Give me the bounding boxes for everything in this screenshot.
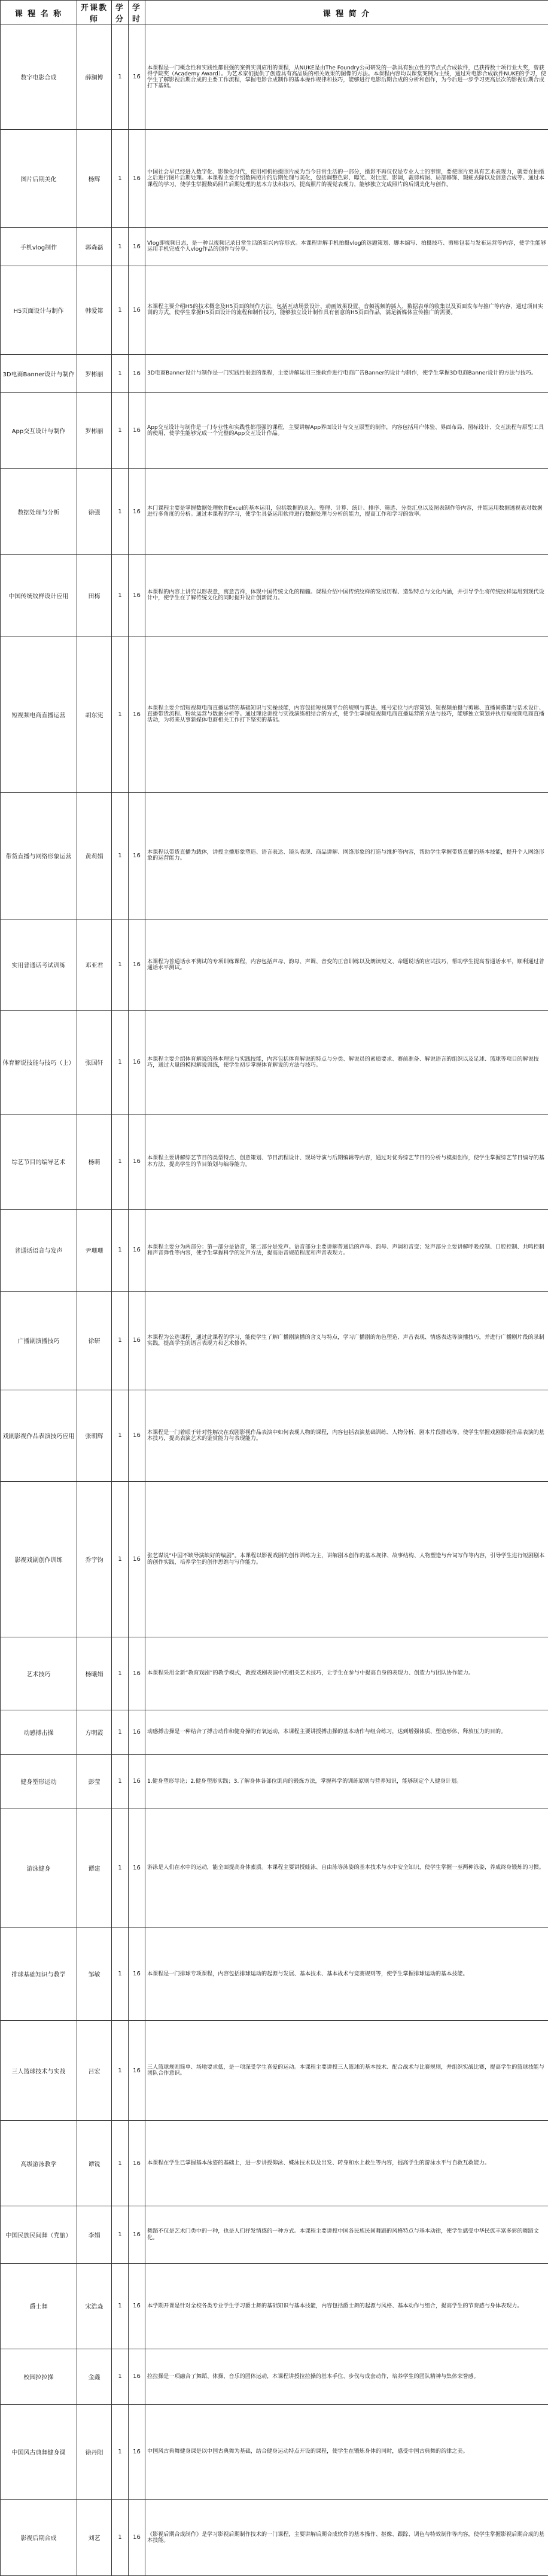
hours-value: 16	[129, 637, 145, 792]
course-description: 本课程主要介绍短视频电商直播运营的基础知识与实操技能，内容包括短视频平台的规则与算法、账号定位与内容策划、短视频拍摄与剪辑、直播间搭建与话术设计、直播带货流程、粉丝运营与数据分析等。通过理论讲授与实战演练相结合的方式，使学生掌握短视频电商直播运营的方法与技巧，能够独立策划并执行短视频电商直播活动，为将来从事新媒体电商相关工作打下坚实的基础。	[145, 637, 548, 792]
course-description: 本课程主要介绍体育解说的基本理论与实践技能，内容包括体育解说的特点与分类、解说员的素质要求、赛前准备、解说语言的组织以及足球、篮球等项目的解说技巧，通过大量的模拟解说训练，使学生初步掌握体育解说的方法与技巧。	[145, 1011, 548, 1114]
hours-value: 16	[129, 2349, 145, 2404]
credit-value: 1	[112, 1209, 129, 1292]
header-credit: 学分	[112, 1, 129, 25]
credit-value: 1	[112, 1755, 129, 1808]
credit-value: 1	[112, 1114, 129, 1209]
teacher-name: 谭建	[77, 1808, 112, 1928]
hours-value: 16	[129, 2021, 145, 2121]
teacher-name: 邓亚君	[77, 919, 112, 1011]
teacher-name: 方明霞	[77, 1710, 112, 1754]
hours-value: 16	[129, 129, 145, 227]
course-name: 艺术技巧	[1, 1637, 77, 1710]
teacher-name: 李娟	[77, 2206, 112, 2263]
table-row	[1, 919, 548, 1011]
course-description: 本课程为普通话水平测试的专项训练课程，内容包括声母、韵母、声调、音变的正音训练以及朗读短文、命题说话的应试技巧，帮助学生提高普通话水平，顺利通过普通话水平测试。	[145, 919, 548, 1011]
course-name: App交互设计与制作	[1, 392, 77, 468]
table-row	[1, 2349, 548, 2404]
hours-value: 16	[129, 2263, 145, 2349]
hours-value: 16	[129, 2499, 145, 2575]
course-name: 综艺节目的编导艺术	[1, 1114, 77, 1209]
course-description: 舞蹈不仅是艺术门类中的一种，也是人们抒发情感的一种方式。本课程主要讲授中国各民族民间舞蹈的风格特点与基本动律，使学生感受中华民族丰富多彩的舞蹈文化。	[145, 2206, 548, 2263]
credit-value: 1	[112, 266, 129, 354]
teacher-name: 黄莉娟	[77, 792, 112, 919]
credit-value: 1	[112, 2206, 129, 2263]
hours-value: 16	[129, 1927, 145, 2020]
table-row	[1, 637, 548, 792]
credit-value: 1	[112, 1710, 129, 1754]
hours-value: 16	[129, 1011, 145, 1114]
course-description: 三人篮球规则简单、场地要求低，是一项深受学生喜爱的运动。本课程主要讲授三人篮球的基本技术、配合战术与比赛规则，并组织实战比赛，提高学生的篮球技能与团队合作意识。	[145, 2021, 548, 2121]
course-name: 健身塑形运动	[1, 1755, 77, 1808]
course-description: 本课程是一门着眼于针对性解决在戏剧影视作品表演中如何表现人物的课程，内容包括表演基础训练、人物分析、剧本片段排练等，使学生掌握戏剧影视作品表演的基本技巧，提高表演艺术的鉴赏能力与表现能力。	[145, 1390, 548, 1482]
course-name: 戏剧影视作品表演技巧应用	[1, 1390, 77, 1482]
hours-value: 16	[129, 919, 145, 1011]
course-name: 动感搏击操	[1, 1710, 77, 1754]
table-row	[1, 2404, 548, 2499]
teacher-name: 乔宇钧	[77, 1482, 112, 1637]
teacher-name: 谭锐	[77, 2121, 112, 2206]
teacher-name: 杨萌	[77, 1114, 112, 1209]
course-description: App交互设计与制作是一门专业性和实践性都很强的课程，主要讲解App界面设计与交互原型的制作，内容包括用户体验、界面布局、图标设计、交互流程与原型工具的使用，使学生能够完成一个完整的App交互设计作品。	[145, 392, 548, 468]
teacher-name: 刘艺	[77, 2499, 112, 2575]
course-name: 体育解说技能与技巧（上）	[1, 1011, 77, 1114]
course-description: 动感搏击操是一种结合了搏击动作和健身操的有氧运动，本课程主要讲授搏击操的基本动作与组合练习，达到增强体质、塑造形体、释放压力的目的。	[145, 1710, 548, 1754]
course-name: 高级游泳教学	[1, 2121, 77, 2206]
table-row	[1, 792, 548, 919]
teacher-name: 韩爱第	[77, 266, 112, 354]
table-row	[1, 1390, 548, 1482]
course-description: 1.健身塑形导论；2.健身塑形实践；3.了解身体各部位肌肉的锻炼方法，掌握科学的训练原则与营养知识，能够制定个人健身计划。	[145, 1755, 548, 1808]
course-description: 游泳是人们在水中的运动，能全面提高身体素质。本课程主要讲授蛙泳、自由泳等泳姿的基本技术与水中安全知识，使学生掌握一至两种泳姿，养成终身锻炼的习惯。	[145, 1808, 548, 1928]
course-description: 本学期开课是针对全校各类专业学生学习爵士舞的基础知识与基本技能，内容包括爵士舞的起源与风格、基本动作与组合，提高学生的节奏感与身体表现力。	[145, 2263, 548, 2349]
table-row	[1, 1292, 548, 1390]
course-description: 本课程采用全新“教育戏剧”的教学模式，教授戏剧表演中的相关艺术技巧，让学生在参与中提高自身的表现力、创造力与团队协作能力。	[145, 1637, 548, 1710]
credit-value: 1	[112, 2021, 129, 2121]
course-description: 本课程是一门概念性和实践性都很强的案例实训应用的课程，从NUKE是由The Foundry公司研发的一款具有独立性的节点式合成软件，已获得数十项行业大奖，曾获得学院奖（Academy Award）。为艺术家们提供了创造具有高品质的相关效果的图像的方法。本课程内容均以课堂案例为主线，通过对电影合成软件NUKE的学习，使学生了解影视后期合成的主要工作流程，掌握电影合成制作的基本操作规律和技巧，能够进行电影后期合成的分析和创作，为今后进一步学习更高层次的影视后期合成打下基础。	[145, 25, 548, 130]
course-name: 短视频电商直播运营	[1, 637, 77, 792]
course-name: 广播剧演播技巧	[1, 1292, 77, 1390]
credit-value: 1	[112, 919, 129, 1011]
course-description: 中国社会早已经进入数字化、影像化时代，使用相机拍摄照片成为当今日常生活的一部分，摄影不再仅仅是专业人士的事情，要使照片更具有艺术表现力，就要在拍摄之后进行图片后期处理。本课程主要介绍数码照片的后期处理与美化，包括调整色彩、曝光、对比度、影调，裁剪构图、局部修饰、瑕疵去除以及创意合成等。通过本课程的学习，使学生掌握数码照片后期处理的基本方法和技巧，提高照片的视觉表现力，能够独立完成照片的后期美化与创作。	[145, 129, 548, 227]
hours-value: 16	[129, 1808, 145, 1928]
table-row	[1, 468, 548, 554]
credit-value: 1	[112, 2121, 129, 2206]
hours-value: 16	[129, 2121, 145, 2206]
hours-value: 16	[129, 1637, 145, 1710]
teacher-name: 徐研	[77, 1292, 112, 1390]
course-name: 爵士舞	[1, 2263, 77, 2349]
table-row	[1, 2263, 548, 2349]
table-row	[1, 266, 548, 354]
credit-value: 1	[112, 1011, 129, 1114]
header-hours: 学时	[129, 1, 145, 25]
hours-value: 16	[129, 1114, 145, 1209]
course-name: 数据处理与分析	[1, 468, 77, 554]
course-name: 校园拉拉操	[1, 2349, 77, 2404]
teacher-name: 罗彬丽	[77, 392, 112, 468]
course-description: 《影视后期合成制作》是学习影视后期制作技术的一门课程，主要讲解后期合成软件的基本操作、抠像、跟踪、调色与特效制作等内容，使学生掌握影视后期合成的基本技能。	[145, 2499, 548, 2575]
hours-value: 16	[129, 355, 145, 393]
teacher-name: 金鑫	[77, 2349, 112, 2404]
credit-value: 1	[112, 1292, 129, 1390]
table-row	[1, 1927, 548, 2020]
hours-value: 16	[129, 555, 145, 637]
hours-value: 16	[129, 2404, 145, 2499]
table-row	[1, 1482, 548, 1637]
teacher-name: 张国轩	[77, 1011, 112, 1114]
header-row	[1, 1, 548, 25]
credit-value: 1	[112, 129, 129, 227]
course-name: 影视后期合成	[1, 2499, 77, 2575]
table-row	[1, 1755, 548, 1808]
table-row	[1, 25, 548, 130]
teacher-name: 罗彬丽	[77, 355, 112, 393]
credit-value: 1	[112, 2349, 129, 2404]
credit-value: 1	[112, 1637, 129, 1710]
course-description: Vlog即视频日志，是一种以视频记录日常生活的新兴内容形式。本课程讲解手机拍摄vlog的选题策划、脚本编写、拍摄技巧、剪辑包装与发布运营等内容，使学生能够运用手机完成个人vlog作品的创作与分享。	[145, 228, 548, 266]
hours-value: 16	[129, 1292, 145, 1390]
teacher-name: 尹珊珊	[77, 1209, 112, 1292]
hours-value: 16	[129, 2206, 145, 2263]
credit-value: 1	[112, 555, 129, 637]
table-row	[1, 1808, 548, 1928]
course-name: 带货直播与网络形象运营	[1, 792, 77, 919]
hours-value: 16	[129, 1209, 145, 1292]
teacher-name: 胡东宪	[77, 637, 112, 792]
teacher-name: 薛澜博	[77, 25, 112, 130]
course-description: 本课程主要讲解综艺节目的类型特点、创意策划、节目流程设计、现场导演与后期编辑等内容，通过对优秀综艺节目的分析与模拟创作，使学生掌握综艺节目编导的基本方法，提高学生的节目策划与编导能力。	[145, 1114, 548, 1209]
credit-value: 1	[112, 792, 129, 919]
course-name: H5页面设计与制作	[1, 266, 77, 354]
teacher-name: 徐丹阳	[77, 2404, 112, 2499]
table-row	[1, 1114, 548, 1209]
course-description: 本课程的内容上讲究以形表意，寓意吉祥，体现中国传统文化的精髓。课程介绍中国传统纹样的发展历程、造型特点与文化内涵，并引导学生将传统纹样运用到现代设计中，使学生在了解传统文化的同时提升设计创新能力。	[145, 555, 548, 637]
course-name: 三人篮球技术与实战	[1, 2021, 77, 2121]
credit-value: 1	[112, 1808, 129, 1928]
table-row	[1, 2499, 548, 2575]
course-description: 本课程是一门排球专项课程，内容包括排球运动的起源与发展、基本技术、基本战术与竞赛规则等，使学生掌握排球运动的基本技能。	[145, 1927, 548, 2020]
course-name: 中国风古典舞健身课	[1, 2404, 77, 2499]
table-row	[1, 1209, 548, 1292]
table-row	[1, 1710, 548, 1754]
hours-value: 16	[129, 1755, 145, 1808]
credit-value: 1	[112, 228, 129, 266]
credit-value: 1	[112, 2263, 129, 2349]
table-row	[1, 228, 548, 266]
course-description: 本课程为公选课程，通过此课程的学习，能使学生了解广播剧演播的含义与特点，学习广播剧的角色塑造、声音表现、情感表达等演播技巧，并进行广播剧片段的录制实践，提高学生的语言表现力和艺术修养。	[145, 1292, 548, 1390]
header-teacher: 开课教师	[77, 1, 112, 25]
course-name: 实用普通话考试训练	[1, 919, 77, 1011]
credit-value: 1	[112, 1927, 129, 2020]
table-row	[1, 2206, 548, 2263]
credit-value: 1	[112, 468, 129, 554]
teacher-name: 杨辉	[77, 129, 112, 227]
header-description: 课 程 简 介	[145, 1, 548, 25]
course-name: 普通话语音与发声	[1, 1209, 77, 1292]
table-row	[1, 555, 548, 637]
teacher-name: 杨曦娟	[77, 1637, 112, 1710]
teacher-name: 彭莹	[77, 1755, 112, 1808]
course-name: 3D电商Banner设计与制作	[1, 355, 77, 393]
table-row	[1, 392, 548, 468]
teacher-name: 吕宏	[77, 2021, 112, 2121]
teacher-name: 徐强	[77, 468, 112, 554]
teacher-name: 郭森磊	[77, 228, 112, 266]
table-row	[1, 2121, 548, 2206]
teacher-name: 宋浩淼	[77, 2263, 112, 2349]
header-course-name: 课 程 名 称	[1, 1, 77, 25]
credit-value: 1	[112, 355, 129, 393]
credit-value: 1	[112, 637, 129, 792]
hours-value: 16	[129, 392, 145, 468]
course-name: 游泳健身	[1, 1808, 77, 1928]
credit-value: 1	[112, 2499, 129, 2575]
hours-value: 16	[129, 468, 145, 554]
teacher-name: 张朝辉	[77, 1390, 112, 1482]
course-name: 中国传统纹样设计应用	[1, 555, 77, 637]
course-description: 本课程在学生已掌握基本泳姿的基础上，进一步讲授仰泳、蝶泳技术以及出发、转身和水上救生等内容，提高学生的游泳水平与自救互救能力。	[145, 2121, 548, 2206]
course-description: 张艺谋说“中国不缺导演缺好的编剧”。本课程以影视戏剧的创作训练为主，讲解剧本创作的基本规律、故事结构、人物塑造与台词写作等内容，引导学生进行短剧剧本的创作实践，培养学生的创作思维与写作能力。	[145, 1482, 548, 1637]
hours-value: 16	[129, 228, 145, 266]
course-name: 中国民族民间舞（党旅）	[1, 2206, 77, 2263]
course-description: 3D电商Banner设计与制作是一门实践性很强的课程，主要讲解运用三维软件进行电商广告Banner的设计与制作，使学生掌握3D电商Banner设计的方法与技巧。	[145, 355, 548, 393]
course-description: 中国风古典舞健身课是以中国古典舞为基础，结合健身运动特点开设的课程，使学生在锻炼身体的同时，感受中国古典舞的韵律之美。	[145, 2404, 548, 2499]
credit-value: 1	[112, 25, 129, 130]
hours-value: 16	[129, 266, 145, 354]
course-description: 拉拉操是一项融合了舞蹈、体操、音乐的团体运动，本课程讲授拉拉操的基本手位、步伐与成套动作，培养学生的团队精神与集体荣誉感。	[145, 2349, 548, 2404]
course-description: 本门课程主要是掌握数据处理软件Excel的基本运用，包括数据的录入、整理、计算、统计、排序、筛选、分类汇总以及图表制作等内容，并能运用数据透视表对数据进行多角度的分析。通过本课程的学习，使学生具备运用软件进行数据处理与分析的能力，提高工作和学习的效率。	[145, 468, 548, 554]
hours-value: 16	[129, 1482, 145, 1637]
course-name: 手机vlog制作	[1, 228, 77, 266]
course-name: 影视戏剧创作训练	[1, 1482, 77, 1637]
credit-value: 1	[112, 1482, 129, 1637]
table-row	[1, 1637, 548, 1710]
hours-value: 16	[129, 1390, 145, 1482]
teacher-name: 邹敏	[77, 1927, 112, 2020]
course-description: 本课程以带货直播为载体，讲授主播形象塑造、语言表达、镜头表现、商品讲解、网络形象的打造与维护等内容，帮助学生掌握带货直播的基本技能，提升个人网络形象的运营能力。	[145, 792, 548, 919]
course-description: 本课程主要分为两部分：第一部分是语音，第二部分是发声。语音部分主要讲解普通话的声母、韵母、声调和音变；发声部分主要讲解呼吸控制、口腔控制、共鸣控制和声音弹性等内容，使学生掌握科学的发声方法，提高语音规范程度和声音表现力。	[145, 1209, 548, 1292]
course-rows	[1, 25, 548, 2576]
table-row	[1, 129, 548, 227]
course-name: 排球基础知识与教学	[1, 1927, 77, 2020]
table-row	[1, 1011, 548, 1114]
course-name: 图片后期美化	[1, 129, 77, 227]
hours-value: 16	[129, 1710, 145, 1754]
hours-value: 16	[129, 25, 145, 130]
credit-value: 1	[112, 1390, 129, 1482]
credit-value: 1	[112, 2404, 129, 2499]
table-row	[1, 355, 548, 393]
teacher-name: 田梅	[77, 555, 112, 637]
credit-value: 1	[112, 392, 129, 468]
course-name: 数字电影合成	[1, 25, 77, 130]
hours-value: 16	[129, 792, 145, 919]
table-row	[1, 2021, 548, 2121]
course-description: 本课程主要介绍H5的技术概念及H5页面的制作方法，包括互动场景设计、动画效果设置、音频视频的插入、数据表单的收集以及页面发布与推广等内容，通过项目实训的方式，使学生掌握H5页面设计的流程和制作技巧，能够独立设计制作具有创意的H5页面作品，满足新媒体宣传推广的需要。	[145, 266, 548, 354]
